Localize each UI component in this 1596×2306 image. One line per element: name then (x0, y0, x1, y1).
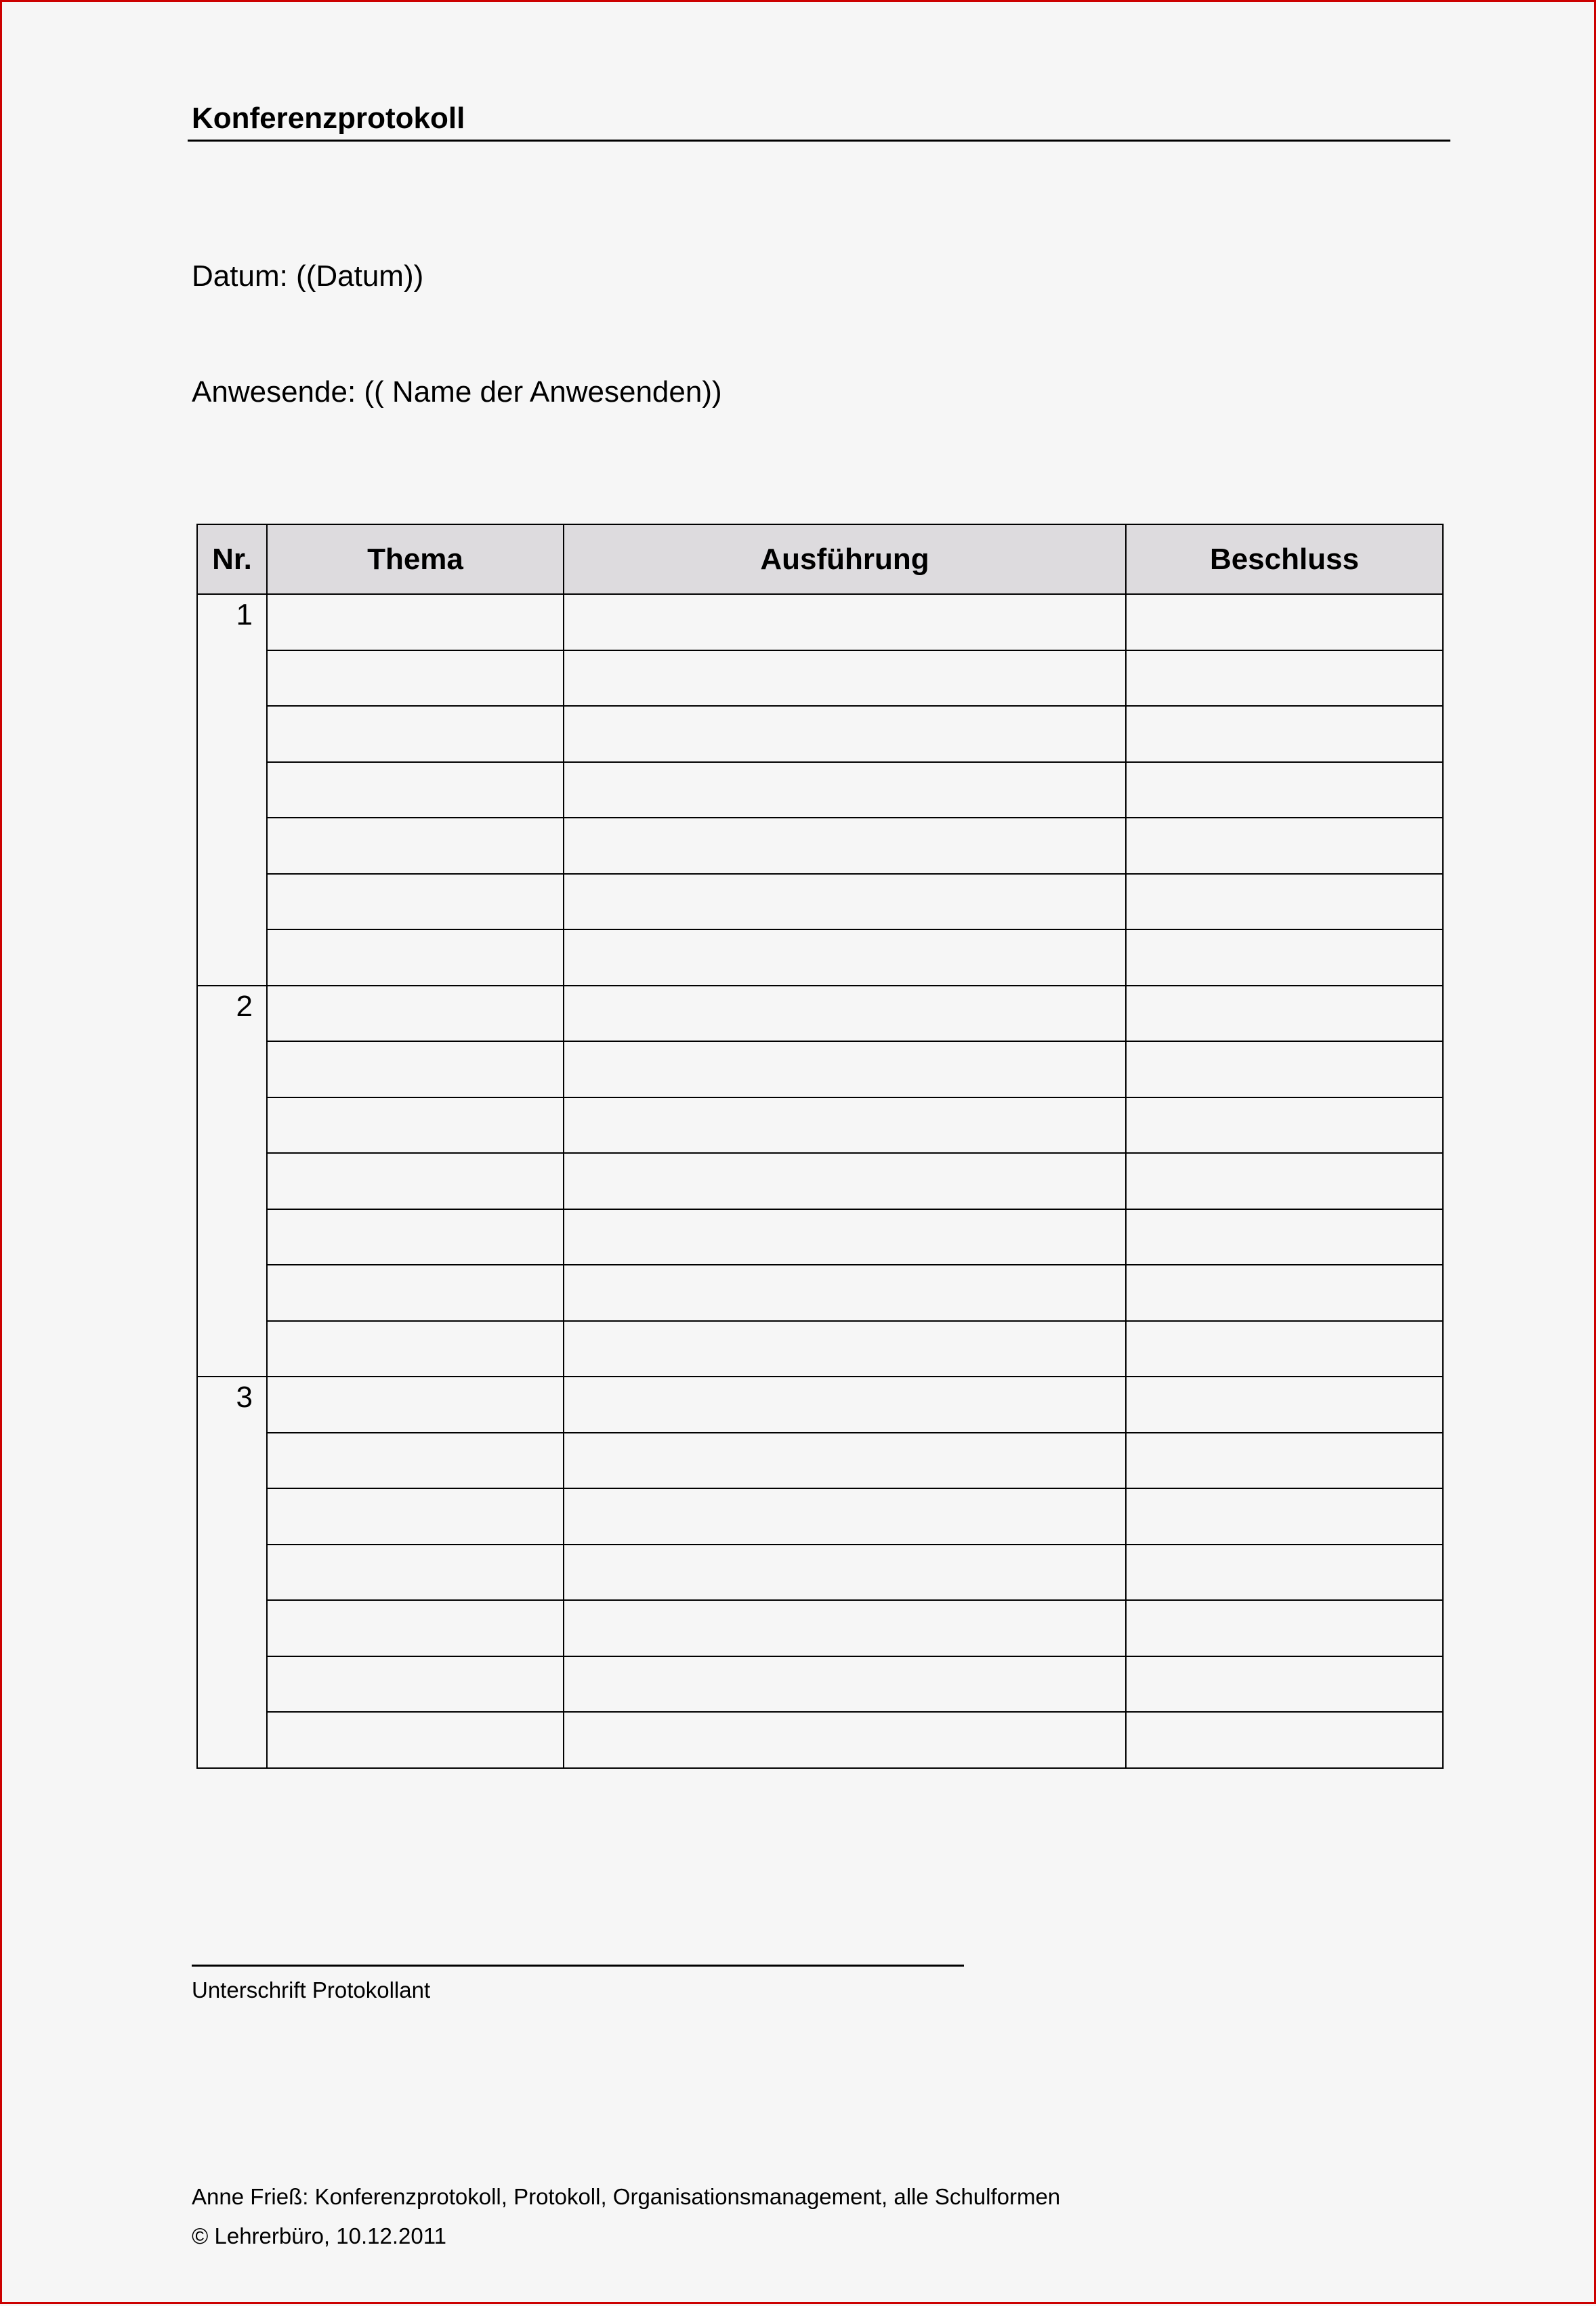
table-row (197, 1433, 1443, 1489)
table-row (197, 1209, 1443, 1265)
ausfuehrung-cell[interactable] (564, 650, 1126, 707)
beschluss-cell[interactable] (1126, 874, 1443, 930)
header-beschluss: Beschluss (1126, 524, 1443, 594)
thema-cell[interactable] (267, 929, 564, 986)
beschluss-cell[interactable] (1126, 1600, 1443, 1656)
footer-author-line: Anne Frieß: Konferenzprotokoll, Protokoll, Organisationsmanagement, alle Schulformen (192, 2184, 1061, 2209)
title-underline (188, 140, 1450, 142)
table-header-row (197, 524, 1443, 594)
ausfuehrung-cell[interactable] (564, 1321, 1126, 1377)
beschluss-cell[interactable] (1126, 929, 1443, 986)
beschluss-cell[interactable] (1126, 1377, 1443, 1433)
ausfuehrung-cell[interactable] (564, 1433, 1126, 1489)
ausfuehrung-cell[interactable] (564, 594, 1126, 650)
table-row (197, 1097, 1443, 1154)
thema-cell[interactable] (267, 650, 564, 707)
table-row (197, 874, 1443, 930)
table-row (197, 1153, 1443, 1209)
ausfuehrung-cell[interactable] (564, 818, 1126, 874)
document-page (2, 2, 1596, 2306)
ausfuehrung-cell[interactable] (564, 1041, 1126, 1097)
beschluss-cell[interactable] (1126, 1041, 1443, 1097)
table-row (197, 1265, 1443, 1321)
ausfuehrung-cell[interactable] (564, 874, 1126, 930)
table-row (197, 929, 1443, 986)
table-row (197, 594, 1443, 650)
table-row (197, 650, 1443, 707)
ausfuehrung-cell[interactable] (564, 1545, 1126, 1601)
table-row (197, 986, 1443, 1042)
table-row (197, 1656, 1443, 1713)
thema-cell[interactable] (267, 1321, 564, 1377)
ausfuehrung-cell[interactable] (564, 1209, 1126, 1265)
ausfuehrung-cell[interactable] (564, 1265, 1126, 1321)
beschluss-cell[interactable] (1126, 1488, 1443, 1545)
header-thema: Thema (267, 524, 564, 594)
ausfuehrung-cell[interactable] (564, 929, 1126, 986)
beschluss-cell[interactable] (1126, 1321, 1443, 1377)
beschluss-cell[interactable] (1126, 762, 1443, 818)
table-row (197, 1041, 1443, 1097)
beschluss-cell[interactable] (1126, 818, 1443, 874)
table-row (197, 1488, 1443, 1545)
table-row (197, 1545, 1443, 1601)
beschluss-cell[interactable] (1126, 1656, 1443, 1713)
nr-cell: 3 (197, 1377, 267, 1768)
header-nr: Nr. (197, 524, 267, 594)
thema-cell[interactable] (267, 986, 564, 1042)
thema-cell[interactable] (267, 1600, 564, 1656)
table-row (197, 1712, 1443, 1768)
beschluss-cell[interactable] (1126, 986, 1443, 1042)
thema-cell[interactable] (267, 762, 564, 818)
table-body (197, 594, 1443, 1768)
ausfuehrung-cell[interactable] (564, 1097, 1126, 1154)
table-row (197, 762, 1443, 818)
beschluss-cell[interactable] (1126, 706, 1443, 762)
ausfuehrung-cell[interactable] (564, 706, 1126, 762)
header-ausfuehrung: Ausführung (564, 524, 1126, 594)
datum-field: Datum: ((Datum)) (192, 259, 424, 293)
thema-cell[interactable] (267, 1097, 564, 1154)
thema-cell[interactable] (267, 1153, 564, 1209)
ausfuehrung-cell[interactable] (564, 1656, 1126, 1713)
thema-cell[interactable] (267, 706, 564, 762)
thema-cell[interactable] (267, 1712, 564, 1768)
table-row (197, 1321, 1443, 1377)
nr-cell: 2 (197, 986, 267, 1377)
thema-cell[interactable] (267, 1209, 564, 1265)
thema-cell[interactable] (267, 874, 564, 930)
table-row (197, 1600, 1443, 1656)
ausfuehrung-cell[interactable] (564, 1600, 1126, 1656)
beschluss-cell[interactable] (1126, 1712, 1443, 1768)
ausfuehrung-cell[interactable] (564, 1712, 1126, 1768)
beschluss-cell[interactable] (1126, 1545, 1443, 1601)
thema-cell[interactable] (267, 1433, 564, 1489)
table-row (197, 1377, 1443, 1433)
ausfuehrung-cell[interactable] (564, 1153, 1126, 1209)
thema-cell[interactable] (267, 1545, 564, 1601)
beschluss-cell[interactable] (1126, 594, 1443, 650)
beschluss-cell[interactable] (1126, 1209, 1443, 1265)
beschluss-cell[interactable] (1126, 1265, 1443, 1321)
beschluss-cell[interactable] (1126, 1153, 1443, 1209)
thema-cell[interactable] (267, 1041, 564, 1097)
thema-cell[interactable] (267, 1377, 564, 1433)
table-row (197, 818, 1443, 874)
document-title: Konferenzprotokoll (192, 102, 465, 135)
thema-cell[interactable] (267, 1656, 564, 1713)
beschluss-cell[interactable] (1126, 650, 1443, 707)
beschluss-cell[interactable] (1126, 1097, 1443, 1154)
protocol-table (196, 524, 1444, 1769)
anwesende-field: Anwesende: (( Name der Anwesenden)) (192, 375, 722, 408)
ausfuehrung-cell[interactable] (564, 1377, 1126, 1433)
ausfuehrung-cell[interactable] (564, 986, 1126, 1042)
signature-line (192, 1965, 964, 1967)
ausfuehrung-cell[interactable] (564, 1488, 1126, 1545)
table-row (197, 706, 1443, 762)
thema-cell[interactable] (267, 594, 564, 650)
signature-label: Unterschrift Protokollant (192, 1977, 431, 2003)
nr-cell: 1 (197, 594, 267, 986)
thema-cell[interactable] (267, 1265, 564, 1321)
thema-cell[interactable] (267, 818, 564, 874)
footer-copyright-line: © Lehrerbüro, 10.12.2011 (192, 2223, 446, 2248)
ausfuehrung-cell[interactable] (564, 762, 1126, 818)
beschluss-cell[interactable] (1126, 1433, 1443, 1489)
thema-cell[interactable] (267, 1488, 564, 1545)
